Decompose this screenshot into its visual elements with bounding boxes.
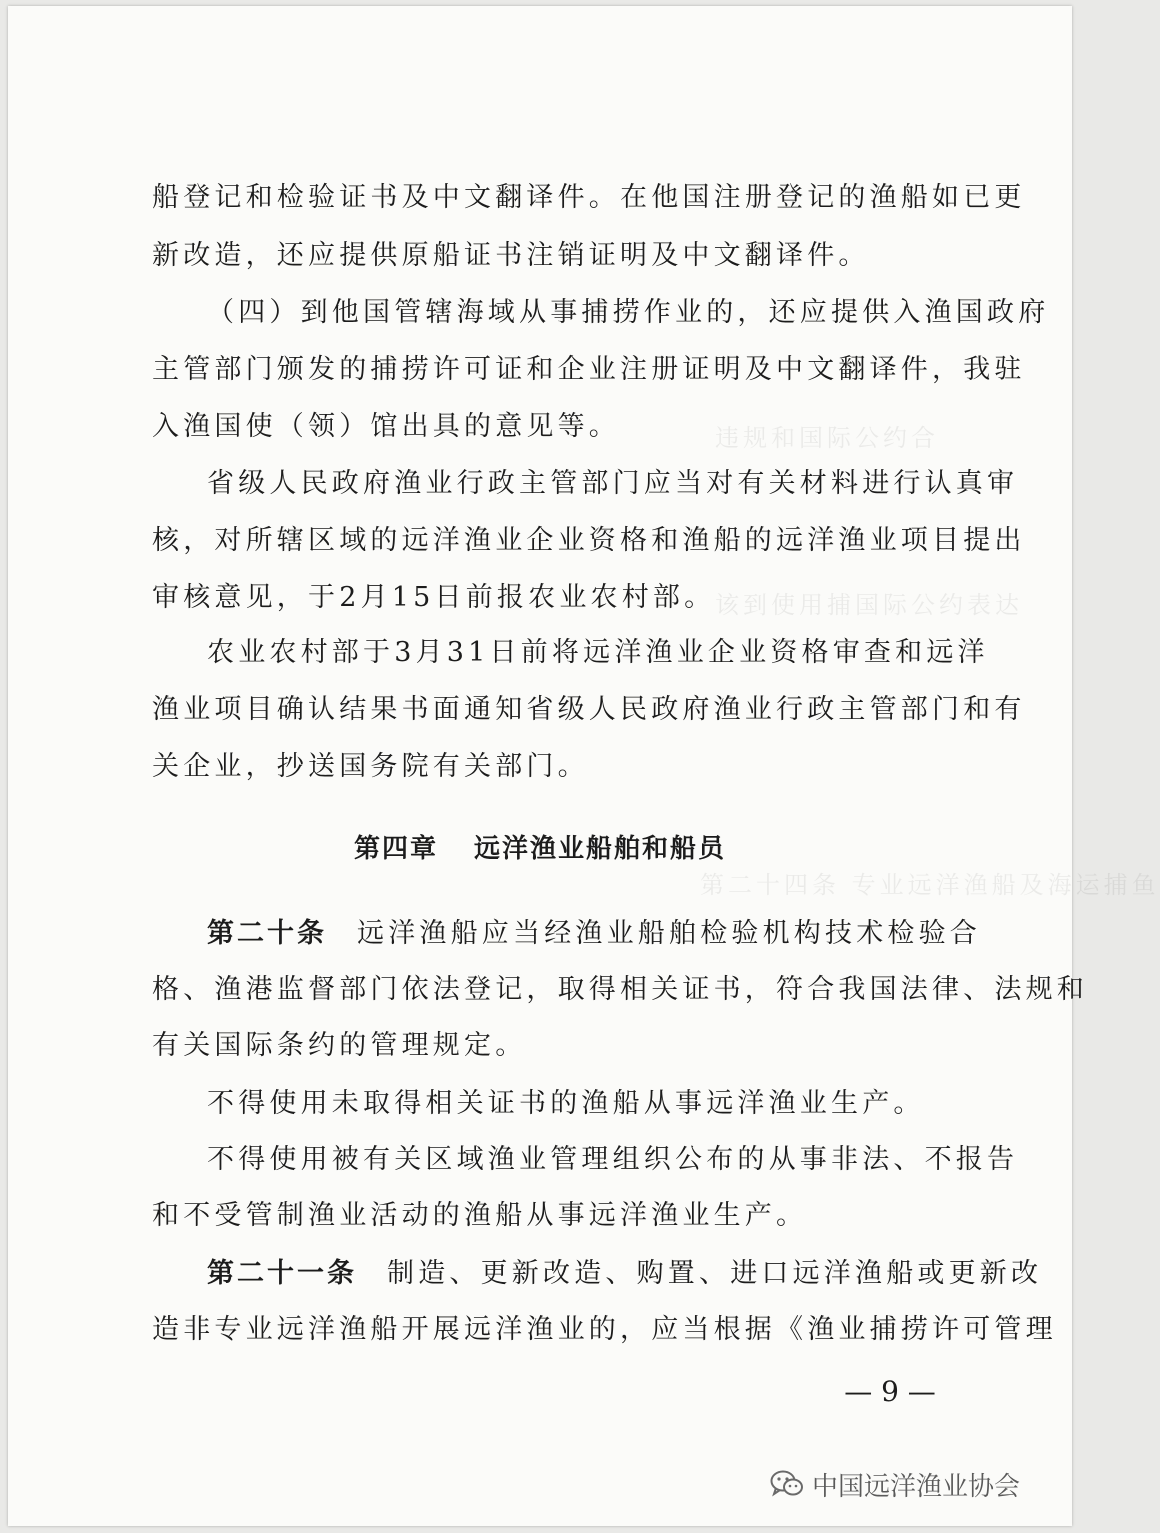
- body-line: 关企业，抄送国务院有关部门。: [152, 751, 589, 782]
- article-label: 第二十条: [207, 918, 327, 949]
- body-line: 主管部门颁发的捕捞许可证和企业注册证明及中文翻译件，我驻: [152, 354, 1026, 385]
- bleed-through-text: 该到使用捕国际公约表达: [715, 591, 1023, 619]
- body-line: 不得使用被有关区域渔业管理组织公布的从事非法、不报告: [207, 1144, 1019, 1175]
- bleed-through-text: 第二十四条 专业远洋渔船及海运捕鱼: [700, 871, 1160, 899]
- article-label: 第二十一条: [207, 1258, 357, 1289]
- chapter-number: 第四章: [353, 834, 438, 864]
- body-line: 不得使用未取得相关证书的渔船从事远洋渔业生产。: [207, 1088, 925, 1119]
- article-text: 远洋渔船应当经渔业船舶检验机构技术检验合: [357, 918, 981, 949]
- watermark: [770, 1462, 1020, 1506]
- body-line: （四）到他国管辖海域从事捕捞作业的，还应提供入渔国政府: [207, 297, 1050, 328]
- wechat-icon: [770, 1469, 804, 1499]
- body-line: 船登记和检验证书及中文翻译件。在他国注册登记的渔船如已更: [152, 182, 1026, 213]
- watermark-text: 中国远洋渔业协会: [812, 1471, 1021, 1502]
- article-text: 制造、更新改造、购置、进口远洋渔船或更新改: [387, 1258, 1043, 1289]
- body-line: 有关国际条约的管理规定。: [152, 1030, 527, 1061]
- body-line: 农业农村部于3月31日前将远洋渔业企业资格审查和远洋: [207, 637, 989, 668]
- body-line: 审核意见，于2月15日前报农业农村部。: [152, 582, 716, 613]
- article-20: [207, 914, 981, 954]
- body-line: 入渔国使（领）馆出具的意见等。: [152, 411, 620, 442]
- bleed-through-text: 违规和国际公约合: [715, 424, 939, 452]
- body-line: 省级人民政府渔业行政主管部门应当对有关材料进行认真审: [207, 468, 1019, 499]
- page-number: — 9 —: [844, 1375, 936, 1408]
- article-21: [207, 1254, 1043, 1294]
- chapter-heading: [0, 829, 1080, 869]
- body-line: 和不受管制渔业活动的渔船从事远洋渔业生产。: [152, 1200, 808, 1231]
- body-line: 格、渔港监督部门依法登记，取得相关证书，符合我国法律、法规和: [152, 974, 1088, 1005]
- body-line: 造非专业远洋渔船开展远洋渔业的，应当根据《渔业捕捞许可管理: [152, 1314, 1057, 1345]
- body-line: 核，对所辖区域的远洋渔业企业资格和渔船的远洋渔业项目提出: [152, 525, 1026, 556]
- chapter-title: 远洋渔业船舶和船员: [474, 834, 727, 864]
- body-line: 渔业项目确认结果书面通知省级人民政府渔业行政主管部门和有: [152, 694, 1026, 725]
- body-line: 新改造，还应提供原船证书注销证明及中文翻译件。: [152, 240, 870, 271]
